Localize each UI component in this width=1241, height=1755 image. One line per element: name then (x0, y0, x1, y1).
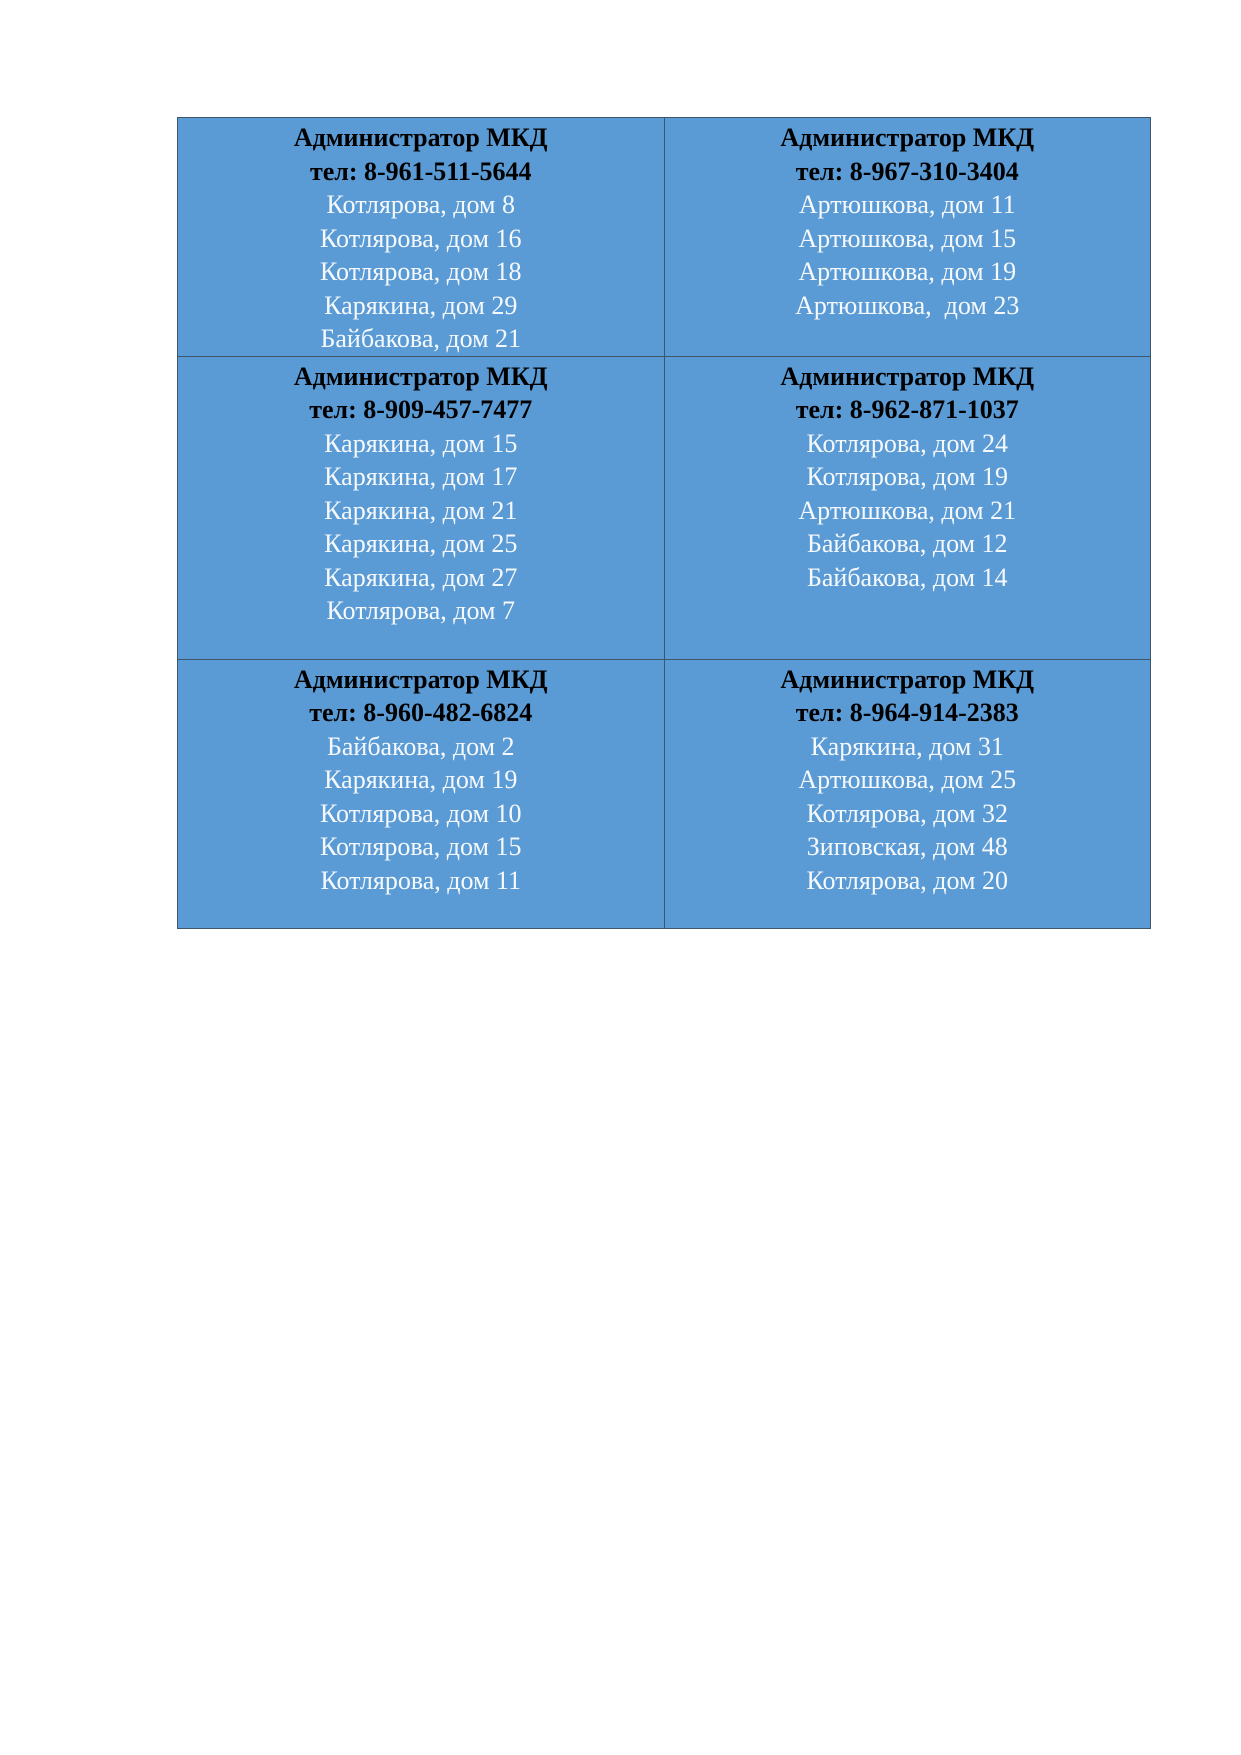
address-line: Карякина, дом 21 (324, 495, 518, 525)
address-line: Котлярова, дом 10 (319, 798, 522, 828)
address-line: Котлярова, дом 32 (806, 798, 1008, 828)
cell-title: Администратор МКД (780, 664, 1035, 694)
cell-phone: тел: 8-960-482-6824 (309, 698, 533, 727)
administrator-cell (664, 118, 1151, 357)
administrator-cell (664, 356, 1151, 659)
table-row (178, 356, 1151, 659)
cell-phone: тел: 8-964-914-2383 (795, 698, 1019, 727)
administrator-cell (178, 118, 665, 357)
address-list (669, 188, 1147, 322)
address-line: Карякина, дом 27 (324, 562, 518, 592)
address-line: Байбакова, дом 14 (806, 562, 1008, 592)
address-list (669, 427, 1147, 595)
address-list (182, 730, 660, 898)
cell-phone: тел: 8-961-511-5644 (309, 156, 532, 186)
address-line: Карякина, дом 31 (810, 731, 1004, 761)
address-line: Артюшкова, дом 11 (798, 190, 1016, 219)
address-line: Артюшкова, дом 19 (798, 257, 1017, 286)
address-line: Артюшкова, дом 21 (798, 495, 1017, 525)
administrator-cell (178, 659, 665, 928)
administrators-table (177, 117, 1151, 929)
address-line: Котлярова, дом 8 (326, 190, 515, 219)
cell-title: Администратор МКД (293, 664, 548, 694)
address-line: Котлярова, дом 18 (319, 257, 522, 286)
address-list (669, 730, 1147, 898)
address-line: Карякина, дом 19 (324, 765, 518, 794)
address-line: Байбакова, дом 21 (320, 324, 522, 353)
address-line: Карякина, дом 25 (324, 529, 518, 558)
cell-title: Администратор МКД (293, 123, 548, 152)
address-line: Карякина, дом 29 (324, 290, 518, 320)
cell-phone: тел: 8-909-457-7477 (309, 395, 533, 424)
address-line: Байбакова, дом 12 (806, 529, 1008, 558)
address-line: Котлярова, дом 19 (806, 462, 1008, 491)
address-line: Артюшкова, дом 25 (798, 765, 1017, 794)
cell-title: Администратор МКД (780, 361, 1035, 391)
address-line: Котлярова, дом 15 (319, 832, 522, 861)
address-line: Карякина, дом 17 (324, 462, 518, 491)
table-row (178, 659, 1151, 928)
address-line: Котлярова, дом 7 (326, 596, 515, 625)
cell-phone: тел: 8-967-310-3404 (795, 156, 1019, 186)
address-line: Котлярова, дом 16 (319, 223, 522, 253)
address-line: Артюшкова, дом 15 (798, 223, 1017, 253)
address-line: Зиповская, дом 48 (806, 832, 1008, 861)
address-list (182, 427, 660, 628)
address-list (182, 188, 660, 356)
address-line: Байбакова, дом 2 (326, 731, 515, 761)
cell-title: Администратор МКД (780, 123, 1035, 152)
address-line: Котлярова, дом 24 (806, 428, 1008, 458)
address-line: Артюшкова, дом 23 (795, 290, 1020, 320)
address-line: Котлярова, дом 11 (320, 865, 522, 895)
address-line: Котлярова, дом 20 (806, 865, 1008, 895)
cell-phone: тел: 8-962-871-1037 (795, 395, 1019, 424)
table-row (178, 118, 1151, 357)
address-line: Карякина, дом 15 (324, 428, 518, 458)
administrator-cell (664, 659, 1151, 928)
administrator-cell (178, 356, 665, 659)
cell-title: Администратор МКД (293, 361, 548, 391)
